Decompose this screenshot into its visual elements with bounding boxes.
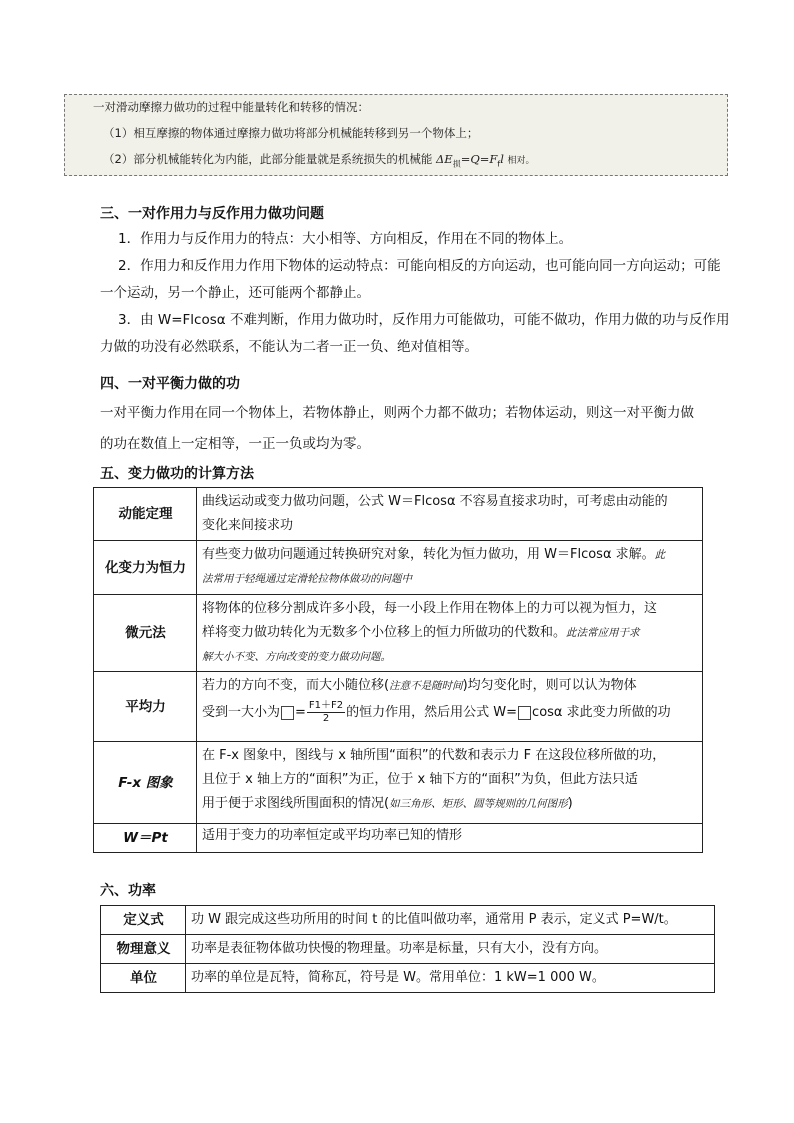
section-6-title: 六、功率 xyxy=(100,883,156,899)
row-text-main: )均匀变化时，则可以认为物体 xyxy=(462,678,637,693)
section-3-p2a: 2．作用力和反作用力作用下物体的运动特点：可能向相反的方向运动，也可能向同一方向运动；可能 xyxy=(118,258,721,274)
row-note: 法常用于轻绳通过定滑轮拉物体做功的问题中 xyxy=(202,573,412,585)
row-text-main: 受到一大小为 xyxy=(202,705,281,720)
row-note: 注意不是随时间 xyxy=(389,680,463,692)
row-content xyxy=(197,672,703,742)
row-content xyxy=(197,541,703,595)
formula-relative: 相对。 xyxy=(507,156,535,166)
equals-sign: = xyxy=(295,705,306,720)
table-row xyxy=(101,964,715,993)
delta-e-subscript: 损 xyxy=(452,159,461,169)
row-label: 定义式 xyxy=(101,906,186,935)
table-row xyxy=(94,595,703,672)
variable-force-table xyxy=(93,487,703,853)
row-text: 将物体的位移分割成许多小段，每一小段上作用在物体上的力可以视为恒力，这 xyxy=(202,601,658,616)
row-text: 且位于 x 轴上方的“面积”为正，位于 x 轴下方的“面积”为负，但此方法只适 xyxy=(202,772,638,787)
row-content: 适用于变力的功率恒定或平均功率已知的情形 xyxy=(197,824,703,853)
row-label: 化变力为恒力 xyxy=(94,541,197,595)
table-row xyxy=(101,935,715,964)
row-text-main: ) xyxy=(567,796,573,811)
table-row xyxy=(94,824,703,853)
row-text: 在 F-x 图象中，图线与 x 轴所围“面积”的代数和表示力 F 在这段位移所做的功， xyxy=(202,748,666,763)
row-label: 单位 xyxy=(101,964,186,993)
delta-e-symbol: ΔE xyxy=(435,152,453,166)
row-text-main: 的恒力作用，然后用公式 W= xyxy=(346,705,518,720)
row-content xyxy=(197,488,703,541)
row-content: 功 W 跟完成这些功所用的时间 t 的比值叫做功率，通常用 P 表示，定义式 P=W/t。 xyxy=(186,906,715,935)
fraction xyxy=(307,700,345,725)
row-content: 功率的单位是瓦特，简称瓦，符号是 W。常用单位：1 kW=1 000 W。 xyxy=(186,964,715,993)
note-line-3-text: （2）部分机械能转化为内能，此部分能量就是系统损失的机械能 xyxy=(103,152,433,166)
section-4-title: 四、一对平衡力做的功 xyxy=(100,376,240,392)
f-bar-symbol xyxy=(281,706,294,720)
row-label: W＝Pt xyxy=(94,824,197,853)
section-5-title: 五、变力做功的计算方法 xyxy=(100,466,254,482)
row-content xyxy=(197,742,703,824)
row-text: 变化来间接求功 xyxy=(202,518,294,533)
f-bar-symbol xyxy=(518,706,531,720)
power-table xyxy=(100,905,715,993)
note-line-3 xyxy=(103,151,535,169)
row-text: 曲线运动或变力做功问题，公式 W＝Flcosα 不容易直接求功时，可考虑由动能的 xyxy=(202,494,668,509)
section-3-p3a: 3．由 W=Flcosα 不难判断，作用力做功时，反作用力可能做功，可能不做功，作用力做的功与反作用 xyxy=(118,312,730,328)
row-note: 此法常应用于求 xyxy=(566,627,640,639)
row-text xyxy=(202,674,698,698)
note-line-2: （1）相互摩擦的物体通过摩擦力做功将部分机械能转移到另一个物体上； xyxy=(103,126,479,140)
section-3-p3b: 力做的功没有必然联系，不能认为二者一正一负、绝对值相等。 xyxy=(100,339,478,355)
fraction-numerator: F1＋F2 xyxy=(308,700,344,711)
table-row xyxy=(94,672,703,742)
table-row xyxy=(94,742,703,824)
row-text-main: cosα 求此变力所做的功 xyxy=(532,705,671,720)
row-text-main: 用于便于求图线所围面积的情况( xyxy=(202,796,390,811)
row-note: 此 xyxy=(654,549,666,561)
formula-f-subscript: f xyxy=(497,159,501,169)
note-line-1: 一对滑动摩擦力做功的过程中能量转化和转移的情况： xyxy=(93,100,369,114)
row-text xyxy=(202,621,698,645)
row-label: 物理意义 xyxy=(101,935,186,964)
row-text xyxy=(202,698,698,728)
row-text-main: 样将变力做功转化为无数多个小位移上的恒力所做功的代数和。 xyxy=(202,625,567,640)
section-3-title: 三、一对作用力与反作用力做功问题 xyxy=(100,206,324,222)
row-note: 解大小不变、方向改变的变力做功问题。 xyxy=(202,651,391,663)
row-text xyxy=(202,543,698,567)
note-box xyxy=(64,94,728,176)
row-content xyxy=(197,595,703,672)
table-row xyxy=(94,488,703,541)
formula-l: l xyxy=(500,152,504,166)
row-text-main: 有些变力做功问题通过转换研究对象，转化为恒力做功，用 W＝Flcosα 求解。 xyxy=(202,547,655,562)
table-row xyxy=(94,541,703,595)
section-4-p1a: 一对平衡力作用在同一个物体上，若物体静止，则两个力都不做功；若物体运动，则这一对平衡力做 xyxy=(100,405,694,421)
formula-eq: =Q=F xyxy=(460,152,498,166)
row-label: F-x 图象 xyxy=(94,742,197,824)
table-row xyxy=(101,906,715,935)
row-content: 功率是表征物体做功快慢的物理量。功率是标量，只有大小，没有方向。 xyxy=(186,935,715,964)
row-label: 动能定理 xyxy=(94,488,197,541)
row-text-main: 若力的方向不变，而大小随位移( xyxy=(202,678,390,693)
row-note: 如三角形、矩形、圆等规则的几何图形 xyxy=(389,798,568,810)
section-3-p2b: 一个运动，另一个静止，还可能两个都静止。 xyxy=(100,285,370,301)
row-label: 微元法 xyxy=(94,595,197,672)
section-4-p1b: 的功在数值上一定相等，一正一负或均为零。 xyxy=(100,436,370,452)
row-label: 平均力 xyxy=(94,672,197,742)
fraction-denominator: 2 xyxy=(322,713,330,724)
row-text xyxy=(202,792,698,816)
section-3-p1: 1．作用力与反作用力的特点：大小相等、方向相反，作用在不同的物体上。 xyxy=(118,231,573,247)
